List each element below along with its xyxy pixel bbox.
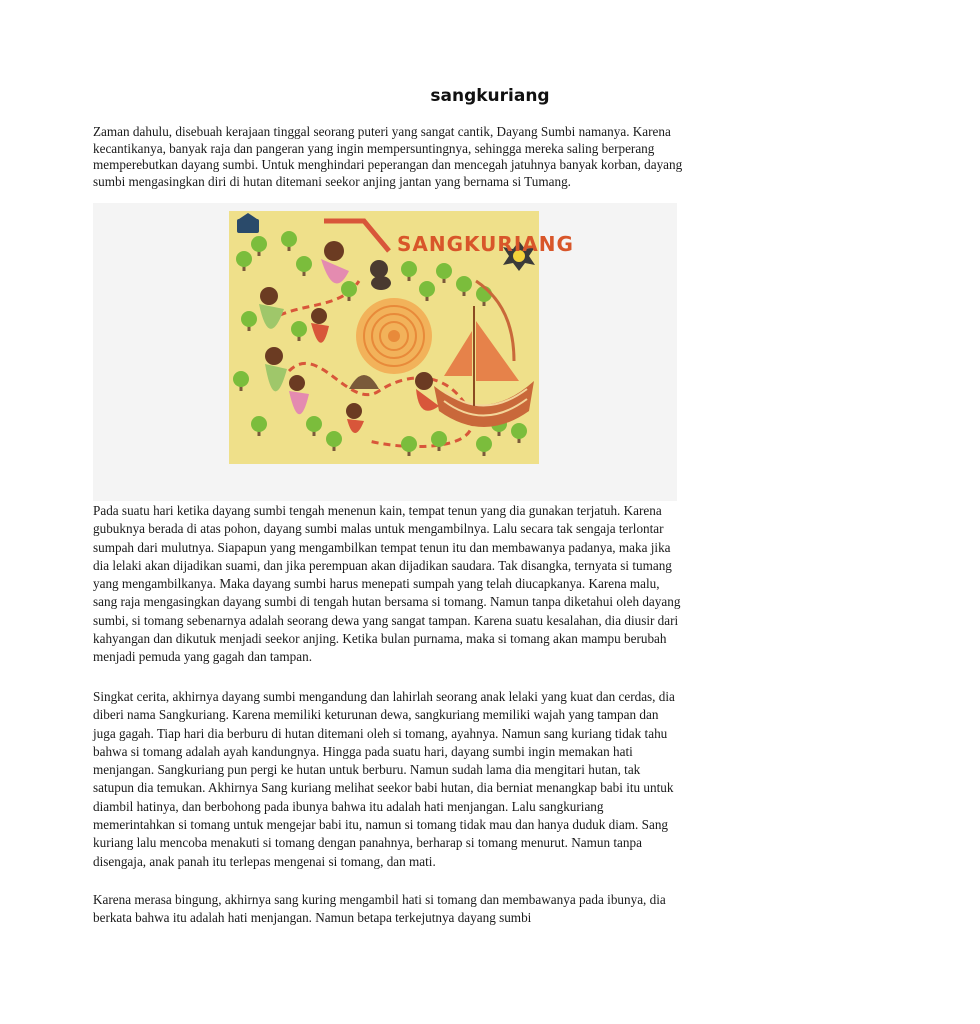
sangkuriang-illustration <box>229 211 574 464</box>
paragraph-weaving: Pada suatu hari ketika dayang sumbi tengah menenun kain, tempat tenun yang dia gunakan terjatuh. Karena gubuknya berada di atas pohon, dayang sumbi malas untuk mengambilnya. Lalu secara tak sengaja terlontar sumpah dari mulutnya. Siapapun yang mengambilkan tempat tenun itu dan membawanya padanya, maka jika dia lelaki akan dijadikan suami, dan jika perempuan akan dijadikan saudara. Tak disangka, ternyata si tumang yang mengambilkanya. Maka dayang sumbi harus menepati sumpah yang telah diucapkanya. Karena malu, sang raja mengasingkan dayang sumbi di tengah hutan bersama si tomang. Namun tanpa diketahui oleh dayang sumbi, si tomang sebenarnya adalah seorang dewa yang sangat tampan. Karena suatu kesalahan, dia diusir dari kahyangan dan dikutuk menjadi seekor anjing. Ketika bulan purnama, maka si tomang akan mampu berubah menjadi pemuda yang gagah dan tampan. <box>93 503 681 665</box>
paragraph-sangkuriang: Singkat cerita, akhirnya dayang sumbi mengandung dan lahirlah seorang anak lelaki yang kuat dan cerdas, dia diberi nama Sangkuriang. Karena memiliki keturunan dewa, sangkuriang memiliki wajah yang tampan dan juga gagah. Tiap hari dia berburu di hutan ditemani oleh si tomang, ayahnya. Namun sang kuriang tidak tahu bahwa si tomang adalah ayah kandungnya. Hingga pada suatu hari, dayang sumbi ingin memakan hati menjangan. Sangkuriang pun pergi ke hutan untuk berburu. Namun sudah lama dia mengitari hutan, tak satupun dia temukan. Akhirnya Sang kuriang melihat seekor babi hutan, dia berniat menangkap babi itu untuk diambil hatinya, dan berbohong pada ibunya bahwa itu adalah hati menjangan. Lalu sangkuriang memerintahkan si tomang untuk mengejar babi itu, namun si tomang tidak mau dan hanya duduk diam. Sang kuriang lalu mencoba menakuti si tomang dengan panahnya, berharap si tomang menurut. Namun tanpa disengaja, anak panah itu terlepas mengenai si tomang, dan mati. <box>93 689 675 869</box>
paragraph-intro: Zaman dahulu, disebuah kerajaan tinggal seorang puteri yang sangat cantik, Dayang Sumbi namanya. Karena kecantikanya, banyak raja dan pangeran yang ingin mempersuntingnya, sehingga mereka saling berperang memperebutkan dayang sumbi. Untuk menghindari peperangan dan mencegah jatuhnya banyak korban, dayang sumbi mengasingkan diri di hutan ditemani seekor anjing jantan yang bernama si Tumang. <box>93 124 683 189</box>
sun-disc-icon <box>356 298 432 374</box>
paragraph-heart: Karena merasa bingung, akhirnya sang kuring mengambil hati si tomang dan membawanya pada ibunya, dia berkata bahwa itu adalah hati menjangan. Namun betapa terkejutnya dayang sumbi <box>93 892 666 926</box>
illustration-heading: SANGKURIANG <box>397 232 574 256</box>
page-title: sangkuriang <box>430 86 550 106</box>
